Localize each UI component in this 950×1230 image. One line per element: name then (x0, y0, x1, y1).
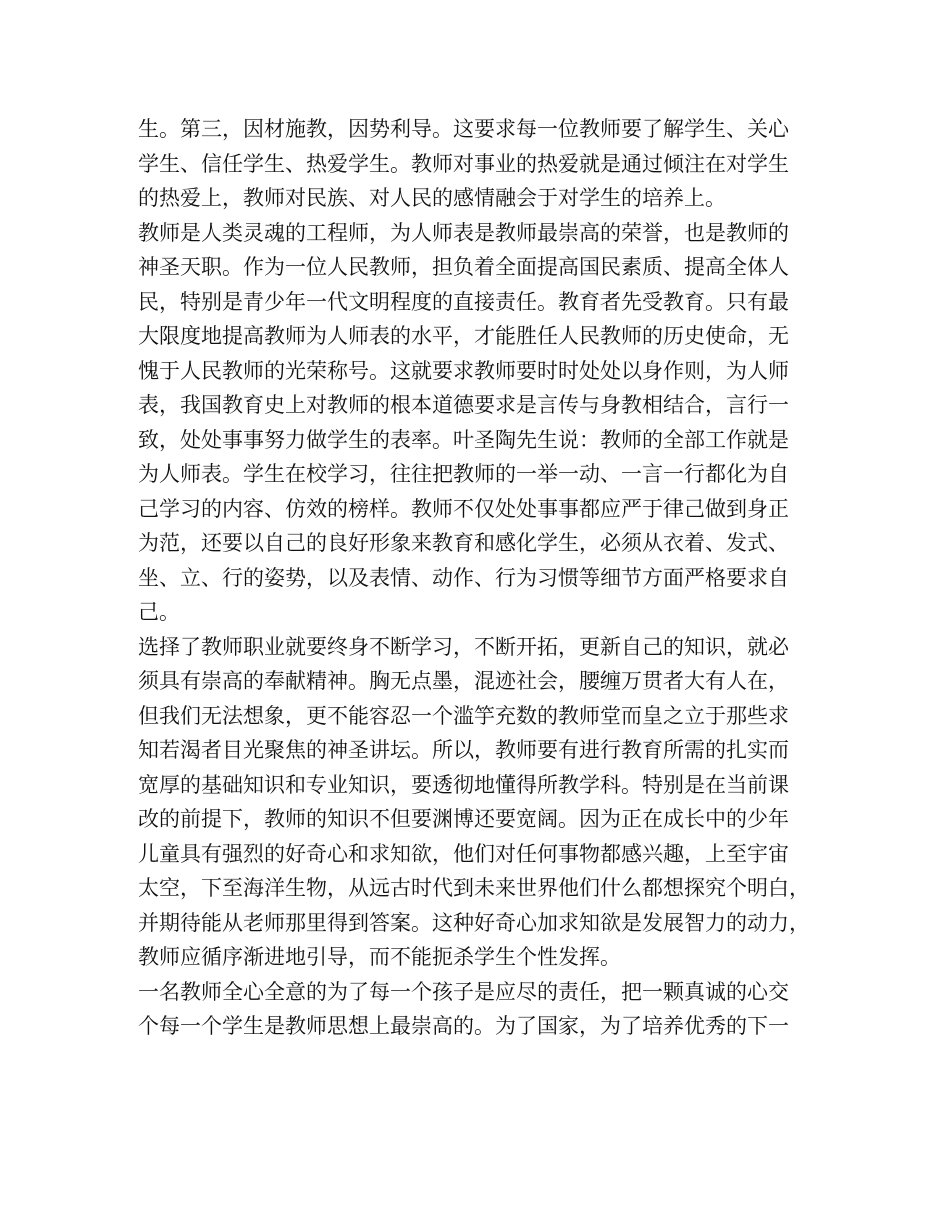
text-line: 愧于人民教师的光荣称号。这就要求教师要时时处处以身作则，为人师 (138, 358, 789, 383)
text-line: 须具有崇高的奉献精神。胸无点墨，混迹社会，腰缠万贯者大有人在， (138, 669, 789, 693)
text-line: 致，处处事事努力做学生的表率。叶圣陶先生说：教师的全部工作就是 (138, 427, 789, 452)
text-line: 神圣天职。作为一位人民教师，担负着全面提高国民素质、提高全体人 (138, 255, 789, 279)
document-body (138, 112, 838, 1044)
text-line: 大限度地提高教师为人师表的水平，才能胜任人民教师的历史使命，无 (138, 324, 789, 348)
text-line: 学生、信任学生、热爱学生。教师对事业的热爱就是通过倾注在对学生 (138, 151, 789, 176)
text-line: 表，我国教育史上对教师的根本道德要求是言传与身教相结合，言行一 (138, 393, 789, 417)
text-line: 教师应循序渐进地引导，而不能扼杀学生个性发挥。 (138, 945, 621, 969)
text-line: 知若渴者目光聚焦的神圣讲坛。所以，教师要有进行教育所需的扎实而 (138, 738, 789, 762)
text-line: 一名教师全心全意的为了每一个孩子是应尽的责任，把一颗真诚的心交 (138, 979, 789, 1004)
text-line: 民，特别是青少年一代文明程度的直接责任。教育者先受教育。只有最 (138, 289, 789, 314)
text-line: 改的前提下，教师的知识不但要渊博还要宽阔。因为正在成长中的少年 (138, 807, 789, 831)
text-line: 但我们无法想象，更不能容忍一个滥竽充数的教师堂而皇之立于那些求 (138, 703, 789, 728)
text-line: 己。 (138, 600, 180, 624)
text-line: 儿童具有强烈的好奇心和求知欲，他们对任何事物都感兴趣，上至宇宙 (138, 841, 789, 866)
text-line: 宽厚的基础知识和专业知识，要透彻地懂得所教学科。特别是在当前课 (138, 772, 789, 797)
text-line: 己学习的内容、仿效的榜样。教师不仅处处事事都应严于律己做到身正 (138, 496, 789, 521)
text-line: 个每一个学生是教师思想上最崇高的。为了国家，为了培养优秀的下一 (138, 1014, 789, 1038)
text-line: 为范，还要以自己的良好形象来教育和感化学生，必须从衣着、发式、 (138, 531, 789, 555)
text-line: 为人师表。学生在校学习，往往把教师的一举一动、一言一行都化为自 (138, 462, 789, 486)
text-line: 的热爱上，教师对民族、对人民的感情融会于对学生的培养上。 (138, 186, 726, 210)
text-line: 教师是人类灵魂的工程师，为人师表是教师最崇高的荣誉，也是教师的 (138, 220, 789, 245)
text-line: 坐、立、行的姿势，以及表情、动作、行为习惯等细节方面严格要求自 (138, 565, 789, 590)
text-line: 并期待能从老师那里得到答案。这种好奇心加求知欲是发展智力的动力， (138, 910, 810, 935)
text-line: 太空，下至海洋生物，从远古时代到未来世界他们什么都想探究个明白， (138, 876, 810, 900)
text-line: 生。第三，因材施教，因势利导。这要求每一位教师要了解学生、关心 (138, 117, 789, 141)
text-line: 选择了教师职业就要终身不断学习，不断开拓，更新自己的知识，就必 (138, 634, 789, 659)
